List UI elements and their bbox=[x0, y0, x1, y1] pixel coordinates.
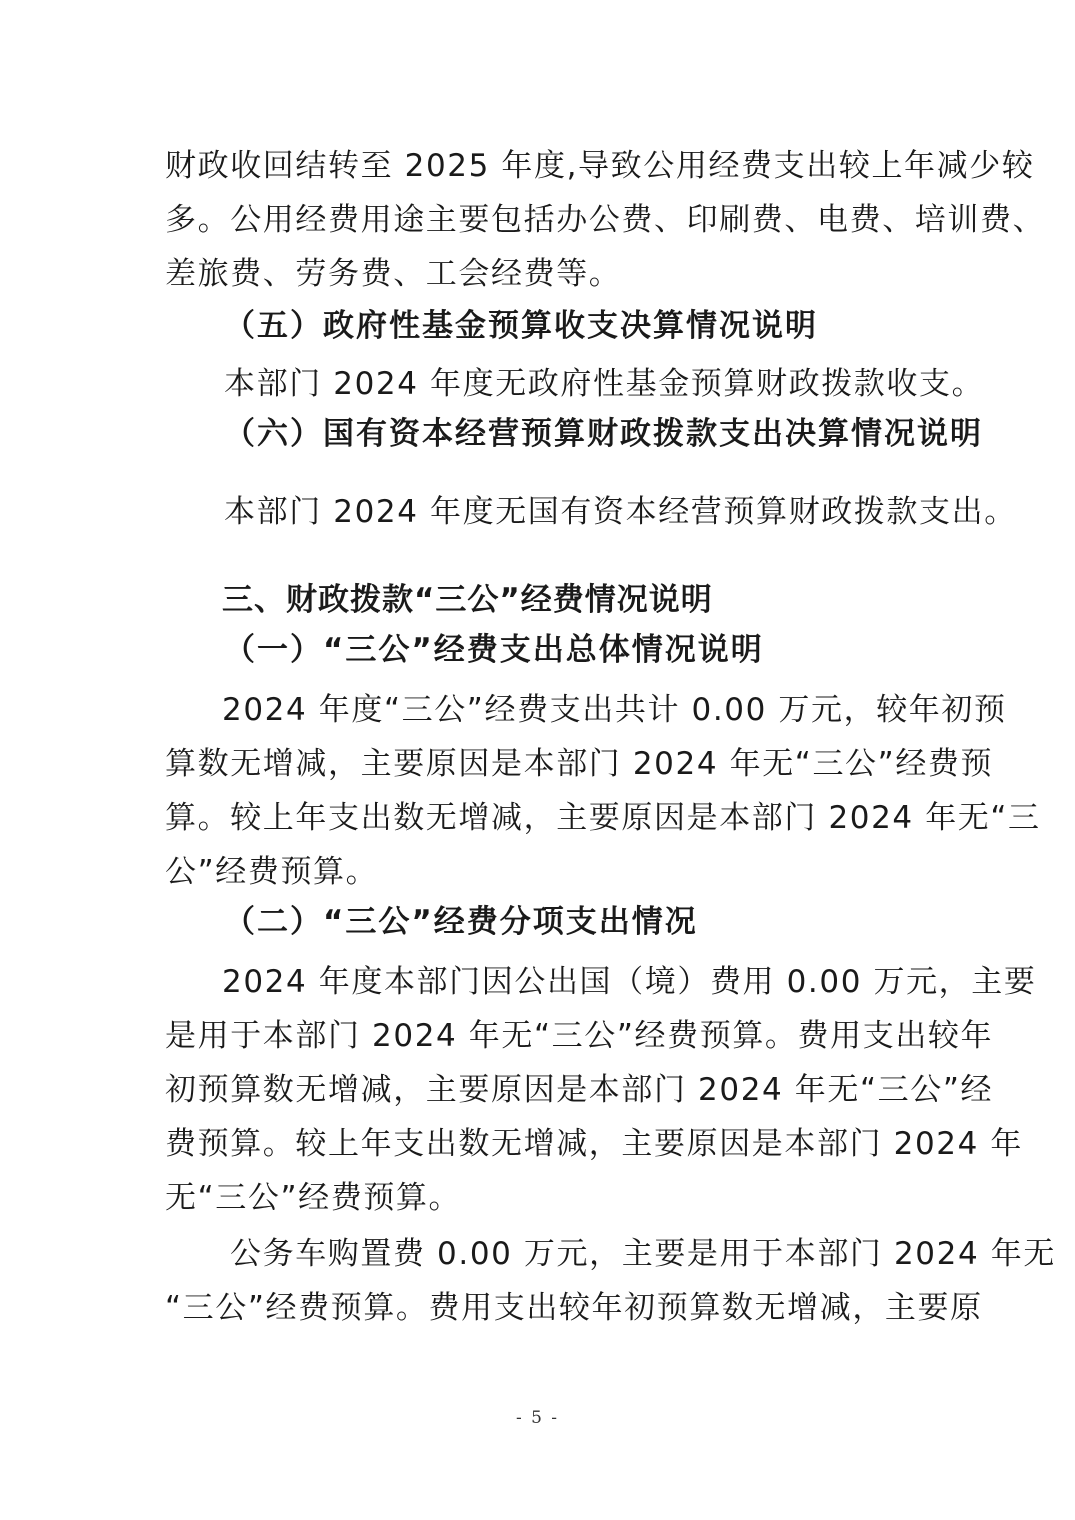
section-heading-5: （五）政府性基金预算收支决算情况说明 bbox=[224, 308, 818, 344]
paragraph-line: “三公”经费预算。费用支出较年初预算数无增减，主要原 bbox=[165, 1290, 983, 1326]
paragraph-line: 算数无增减，主要原因是本部门 2024 年无“三公”经费预 bbox=[165, 746, 994, 782]
page-number: - 5 - bbox=[515, 1408, 560, 1428]
paragraph-line: 多。公用经费用途主要包括办公费、印刷费、电费、培训费、 bbox=[165, 202, 1046, 238]
paragraph-line: 初预算数无增减，主要原因是本部门 2024 年无“三公”经 bbox=[165, 1072, 994, 1108]
paragraph-line: 2024 年度“三公”经费支出共计 0.00 万元，较年初预 bbox=[222, 692, 1007, 728]
part-3-heading: 三、财政拨款“三公”经费情况说明 bbox=[222, 582, 713, 618]
paragraph-line: 公”经费预算。 bbox=[165, 854, 379, 890]
section-heading-6: （六）国有资本经营预算财政拨款支出决算情况说明 bbox=[224, 416, 983, 452]
paragraph-line: 财政收回结转至 2025 年度,导致公用经费支出较上年减少较 bbox=[165, 148, 1035, 184]
paragraph-line: 差旅费、劳务费、工会经费等。 bbox=[165, 256, 622, 292]
section-6-text: 本部门 2024 年度无国有资本经营预算财政拨款支出。 bbox=[224, 494, 1017, 530]
paragraph-line: 费预算。较上年支出数无增减，主要原因是本部门 2024 年 bbox=[165, 1126, 1023, 1162]
paragraph-line: 算。较上年支出数无增减，主要原因是本部门 2024 年无“三 bbox=[165, 800, 1041, 836]
paragraph-line: 2024 年度本部门因公出国（境）费用 0.00 万元，主要 bbox=[222, 964, 1037, 1000]
paragraph-line: 无“三公”经费预算。 bbox=[165, 1180, 462, 1216]
paragraph-line: 是用于本部门 2024 年无“三公”经费预算。费用支出较年 bbox=[165, 1018, 994, 1054]
subsection-heading-1: （一）“三公”经费支出总体情况说明 bbox=[224, 632, 764, 668]
paragraph-line: 公务车购置费 0.00 万元，主要是用于本部门 2024 年无 bbox=[230, 1236, 1056, 1272]
section-5-text: 本部门 2024 年度无政府性基金预算财政拨款收支。 bbox=[224, 366, 985, 402]
subsection-heading-2: （二）“三公”经费分项支出情况 bbox=[224, 904, 698, 940]
